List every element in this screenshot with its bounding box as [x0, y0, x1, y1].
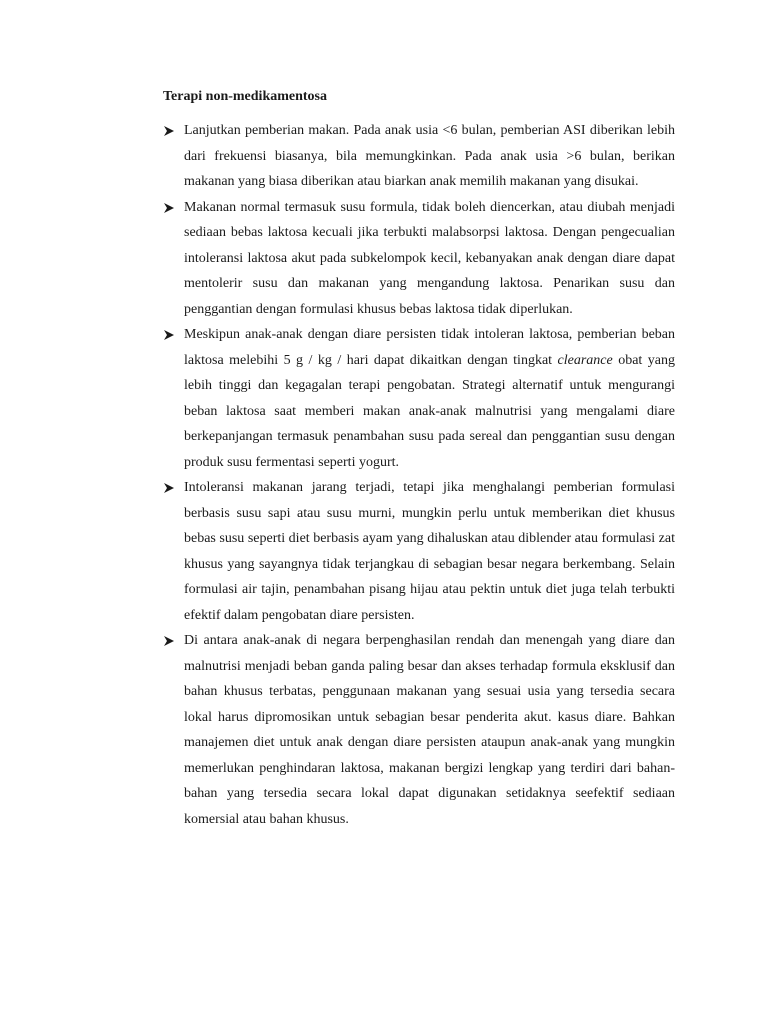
- list-item: [163, 195, 675, 323]
- list-item: [163, 628, 675, 832]
- arrowhead-bullet-icon: [163, 203, 175, 213]
- arrowhead-bullet-icon: [163, 126, 175, 136]
- list-item: [163, 322, 675, 475]
- italic-term: clearance: [557, 352, 613, 368]
- list-item: [163, 475, 675, 628]
- arrowhead-bullet-icon: [163, 483, 175, 493]
- bullet-list: [163, 118, 675, 832]
- arrowhead-bullet-icon: [163, 330, 175, 340]
- list-item-text-after: obat yang lebih tinggi dan kegagalan terapi pengobatan. Strategi alternatif untuk mengurangi beban laktosa saat memberi makan anak-anak malnutrisi yang mengalami diare berkepanjangan termasuk penambahan susu pada sereal dan penggantian susu dengan produk susu fermentasi seperti yogurt.: [184, 352, 675, 470]
- arrowhead-bullet-icon: [163, 636, 175, 646]
- section-heading: Terapi non-medikamentosa: [163, 89, 328, 104]
- list-item-text: Makanan normal termasuk susu formula, tidak boleh diencerkan, atau diubah menjadi sediaan bebas laktosa kecuali jika terbukti malabsorpsi laktosa. Dengan pengecualian intoleransi laktosa akut pada subkelompok kecil, kebanyakan anak dengan diare dapat mentolerir susu dan makanan yang mengandung laktosa. Penarikan susu dan penggantian dengan formulasi khusus bebas laktosa tidak diperlukan.: [184, 199, 675, 317]
- list-item-text-before: Meskipun anak-anak dengan diare persisten tidak intoleran laktosa, pemberian beban laktosa melebihi 5 g / kg / hari dapat dikaitkan dengan tingkat: [184, 327, 675, 368]
- list-item-text: Intoleransi makanan jarang terjadi, tetapi jika menghalangi pemberian formulasi berbasis susu sapi atau susu murni, mungkin perlu untuk memberikan diet khusus bebas susu seperti diet berbasis ayam yang dihaluskan atau diblender atau formulasi zat khusus yang sayangnya tidak terjangkau di sebagian besar negara berkembang. Selain formulasi air tajin, penambahan pisang hijau atau pektin untuk diet juga telah terbukti efektif dalam pengobatan diare persisten.: [184, 480, 675, 623]
- list-item-text: Lanjutkan pemberian makan. Pada anak usia <6 bulan, pemberian ASI diberikan lebih dari frekuensi biasanya, bila memungkinkan. Pada anak usia >6 bulan, berikan makanan yang biasa diberikan atau biarkan anak memilih makanan yang disukai.: [184, 123, 675, 189]
- list-item: [163, 118, 675, 195]
- list-item-text: Di antara anak-anak di negara berpenghasilan rendah dan menengah yang diare dan malnutrisi menjadi beban ganda paling besar dan akses terhadap formula eksklusif dan bahan khusus terbatas, penggunaan makanan yang sesuai usia yang tersedia secara lokal harus dipromosikan untuk sebagian besar penderita akut. kasus diare. Bahkan manajemen diet untuk anak dengan diare persisten ataupun anak-anak yang mungkin memerlukan penghindaran laktosa, makanan bergizi lengkap yang terdiri dari bahan-bahan yang tersedia secara lokal dapat digunakan setidaknya seefektif sediaan komersial atau bahan khusus.: [184, 633, 675, 827]
- list-item-text: [184, 327, 675, 470]
